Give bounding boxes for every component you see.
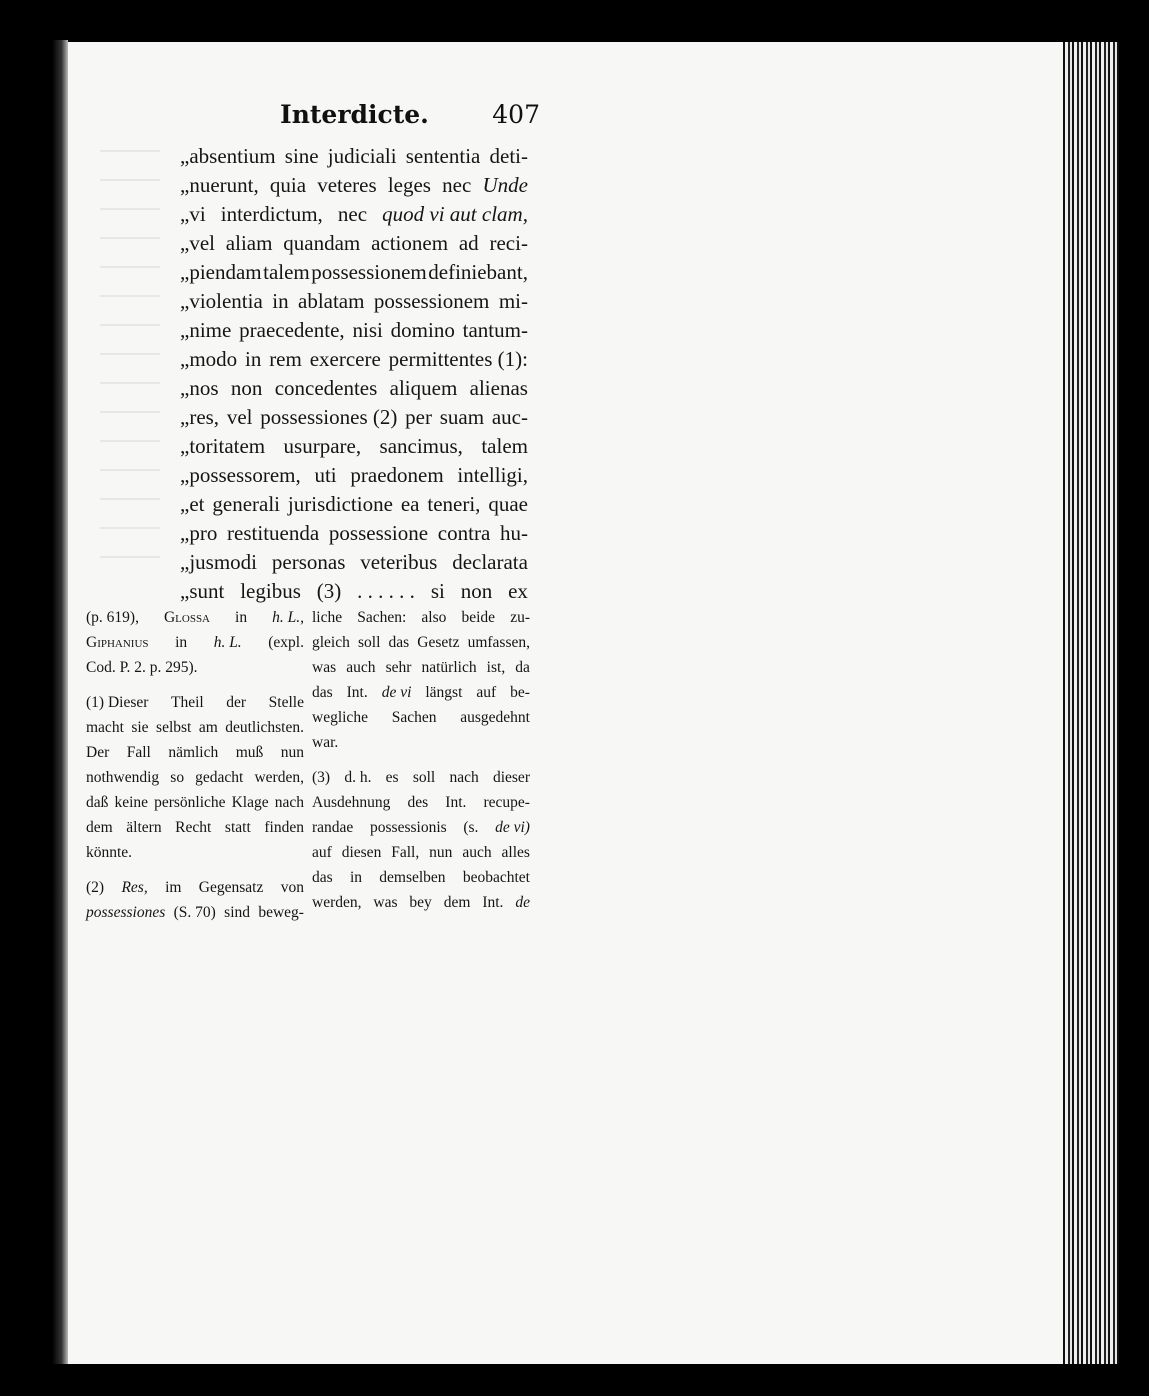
word: wegliche [312, 709, 368, 726]
word: Sachen: [357, 609, 407, 626]
text-line [180, 345, 528, 374]
word: das [312, 684, 333, 701]
word: „jusmodi [180, 550, 257, 574]
word: auf [312, 844, 332, 861]
word: finden [264, 819, 304, 836]
word: jurisdictione [287, 492, 393, 516]
word: beide [461, 609, 496, 626]
word: daß [86, 794, 109, 811]
text-line [180, 258, 528, 287]
word: (S. 70) [173, 904, 216, 921]
word: werden, [254, 769, 304, 786]
page-edges [1063, 42, 1119, 1364]
footnote-line [86, 655, 304, 680]
word: ex [508, 579, 528, 603]
word: si [430, 579, 445, 603]
text-line [180, 490, 528, 519]
word: „possessorem, [180, 463, 301, 487]
word: soll [357, 634, 381, 651]
word: „absentium [180, 144, 276, 168]
word: talem [481, 434, 528, 458]
word: (3) [312, 769, 331, 786]
word: possessionem [373, 289, 490, 313]
word: Theil [170, 694, 204, 711]
text-line [180, 577, 528, 606]
word: d. h. [344, 769, 372, 786]
word: zu- [510, 609, 530, 626]
word: deutlichsten. [225, 719, 304, 736]
footnote-line [312, 765, 530, 790]
word: uti [314, 463, 337, 487]
word: quod vi aut clam, [382, 202, 528, 226]
word: dieser [492, 769, 530, 786]
word: natürlich [421, 659, 477, 676]
word: alienas [469, 376, 528, 400]
word: personas [271, 550, 346, 574]
word: ablatam [298, 289, 365, 313]
word: aliam [225, 231, 273, 255]
word: nun [429, 844, 453, 861]
text-line [180, 403, 528, 432]
footnote-line [86, 715, 304, 740]
footnote-line [86, 900, 304, 925]
word: Glossa [163, 609, 211, 626]
footnote-line [86, 690, 304, 715]
word: bey [409, 894, 432, 911]
word: auc- [491, 405, 528, 429]
word: Sachen [391, 709, 437, 726]
word: permittentes (1): [388, 347, 528, 371]
word: (p. 619), [86, 609, 139, 626]
word: intelligi, [457, 463, 528, 487]
word: „et [180, 492, 205, 516]
word: längst [425, 684, 463, 701]
text-line [180, 316, 528, 345]
word: nec [442, 173, 472, 197]
text-line [180, 142, 528, 171]
word: Gegensatz [198, 879, 264, 896]
text-line [180, 461, 528, 490]
word: domino [390, 318, 455, 342]
word: „vel [180, 231, 215, 255]
word: non [230, 376, 263, 400]
word: in [349, 869, 362, 886]
word: interdictum, [220, 202, 323, 226]
word: veteres [317, 173, 377, 197]
word: gedacht [195, 769, 244, 786]
word: definiebant, [428, 260, 528, 284]
word: praecedente, [239, 318, 345, 342]
word: be- [510, 684, 530, 701]
word: „toritatem [180, 434, 266, 458]
word: soll [412, 769, 436, 786]
word: sie [131, 719, 149, 736]
word: ältern [126, 819, 162, 836]
word: so [170, 769, 185, 786]
word: „nos [180, 376, 219, 400]
word: tantum- [462, 318, 528, 342]
word: der [226, 694, 247, 711]
footnote-line [86, 840, 304, 865]
word: „res, [180, 405, 220, 429]
footnote-line [86, 680, 304, 690]
word: Giphanius [86, 634, 149, 651]
word: Int. [346, 684, 368, 701]
text-line [180, 548, 528, 577]
word: Int. [445, 794, 467, 811]
main-text-block [180, 142, 528, 606]
footnote-line [312, 755, 530, 765]
word: aliquem [389, 376, 458, 400]
word: „pro [180, 521, 218, 545]
footnotes-left-column [86, 605, 304, 925]
text-line [180, 432, 528, 461]
word: Gesetz [417, 634, 460, 651]
word: exercere [309, 347, 381, 371]
word: „violentia [180, 289, 263, 313]
word: dem [443, 894, 471, 911]
word: ausgedehnt [460, 709, 530, 726]
word: restituenda [227, 521, 320, 545]
word: das [388, 634, 410, 651]
word: könnte. [86, 844, 133, 861]
word: rem [269, 347, 302, 371]
word: possessiones [86, 904, 166, 921]
word: nec [337, 202, 368, 226]
word: ad [458, 231, 479, 255]
word: usurpare, [283, 434, 362, 458]
word: diesen [341, 844, 382, 861]
word: mi- [498, 289, 528, 313]
footnote-line [312, 815, 530, 840]
word: im [165, 879, 182, 896]
footnote-line [312, 865, 530, 890]
word: nothwendig [86, 769, 160, 786]
footnote-line [312, 630, 530, 655]
word: in [272, 289, 289, 313]
word: h. L., [272, 609, 304, 626]
word: (1) Dieser [86, 694, 149, 711]
word: dem [86, 819, 113, 836]
word: war. [312, 734, 339, 751]
word: concedentes [274, 376, 378, 400]
word: da [515, 659, 530, 676]
word: (2) [86, 879, 105, 896]
word: recupe- [483, 794, 530, 811]
book-spine-shadow [52, 40, 68, 1364]
word: Der [86, 744, 110, 761]
word: „vi [180, 202, 206, 226]
word: statt [224, 819, 251, 836]
word: Int. [482, 894, 504, 911]
word: Klage [231, 794, 269, 811]
word: liche [312, 609, 343, 626]
text-line [180, 374, 528, 403]
word: de vi [381, 684, 412, 701]
word: h. L. [213, 634, 242, 651]
word: judiciali [327, 144, 397, 168]
word: (expl. [268, 634, 304, 651]
word: in [245, 347, 262, 371]
word: des [407, 794, 429, 811]
word: (3) [316, 579, 342, 603]
word: „nime [180, 318, 232, 342]
word: beobachtet [462, 869, 530, 886]
text-line [180, 287, 528, 316]
footnote-line [86, 605, 304, 630]
word: Cod. P. 2. p. 295). [86, 659, 198, 676]
word: in [235, 609, 248, 626]
word: reci- [489, 231, 528, 255]
footnote-line [312, 890, 530, 915]
word: Unde [482, 173, 528, 197]
page-header [280, 96, 540, 136]
word: demselben [379, 869, 446, 886]
word: ist, [486, 659, 506, 676]
word: possessiones (2) [260, 405, 398, 429]
footnote-line [312, 605, 530, 630]
word: selbst [156, 719, 192, 736]
word: Stelle [268, 694, 304, 711]
word: „piendam [180, 260, 262, 284]
word: nach [449, 769, 479, 786]
word: quae [488, 492, 528, 516]
word: alles [501, 844, 530, 861]
word: nun [280, 744, 304, 761]
word: vel [226, 405, 253, 429]
word: sententia [405, 144, 481, 168]
word: am [198, 719, 218, 736]
word: declarata [452, 550, 528, 574]
word: muß [235, 744, 264, 761]
word: Ausdehnung [312, 794, 391, 811]
word: sehr [385, 659, 412, 676]
word: non [460, 579, 493, 603]
word: nach [274, 794, 304, 811]
word: talem [263, 260, 310, 284]
word: (s. [463, 819, 479, 836]
word: possessionem [311, 260, 427, 284]
word: macht [86, 719, 124, 736]
word: veteribus [360, 550, 438, 574]
word: „sunt [180, 579, 225, 603]
word: generali [212, 492, 281, 516]
word: leges [387, 173, 431, 197]
word: beweg- [258, 904, 304, 921]
word: contra [437, 521, 491, 545]
word: auch [346, 659, 376, 676]
word: gleich [312, 634, 350, 651]
word: possessionis [370, 819, 447, 836]
word: also [421, 609, 447, 626]
word: was [373, 894, 398, 911]
word: sancimus, [379, 434, 463, 458]
footnote-line [86, 765, 304, 790]
text-line [180, 229, 528, 258]
word: werden, [312, 894, 362, 911]
footnote-line [312, 705, 530, 730]
footnote-line [86, 875, 304, 900]
footnote-line [312, 840, 530, 865]
footnote-line [86, 790, 304, 815]
word: actionem [371, 231, 449, 255]
footnote-line [312, 790, 530, 815]
word: umfassen, [467, 634, 530, 651]
show-through-text [100, 150, 160, 570]
word: nisi [352, 318, 383, 342]
footnotes-right-column [312, 605, 530, 915]
text-line [180, 200, 528, 229]
word: auf [476, 684, 497, 701]
word: es [385, 769, 399, 786]
page-number: 407 [492, 100, 540, 129]
word: auch [462, 844, 492, 861]
word: keine [114, 794, 149, 811]
footnote-line [86, 740, 304, 765]
word: Res, [121, 879, 148, 896]
word: sine [284, 144, 319, 168]
word: nämlich [168, 744, 219, 761]
footnote-line [86, 865, 304, 875]
word: „modo [180, 347, 238, 371]
word: suam [439, 405, 485, 429]
word: quandam [283, 231, 361, 255]
footnote-line [86, 815, 304, 840]
word: . . . . . . [357, 579, 415, 603]
word: Fall, [391, 844, 420, 861]
word: praedonem [350, 463, 444, 487]
word: persönliche [154, 794, 226, 811]
word: per [405, 405, 432, 429]
word: Recht [175, 819, 212, 836]
word: was [312, 659, 337, 676]
word: possessione [328, 521, 429, 545]
word: „nuerunt, [180, 173, 259, 197]
word: Fall [126, 744, 151, 761]
word: teneri, [427, 492, 481, 516]
footnote-line [312, 680, 530, 705]
word: randae [312, 819, 354, 836]
word: legibus [240, 579, 301, 603]
footnote-line [86, 630, 304, 655]
text-line [180, 171, 528, 200]
footnote-line [312, 655, 530, 680]
word: in [175, 634, 188, 651]
text-line [180, 519, 528, 548]
word: ea [400, 492, 420, 516]
word: de vi) [495, 819, 530, 836]
word: deti- [489, 144, 528, 168]
footnote-line [312, 730, 530, 755]
word: hu- [500, 521, 528, 545]
word: de [515, 894, 530, 911]
word: von [280, 879, 304, 896]
word: quia [269, 173, 307, 197]
running-head: Interdicte. [280, 100, 429, 129]
word: das [312, 869, 333, 886]
word: sind [224, 904, 250, 921]
